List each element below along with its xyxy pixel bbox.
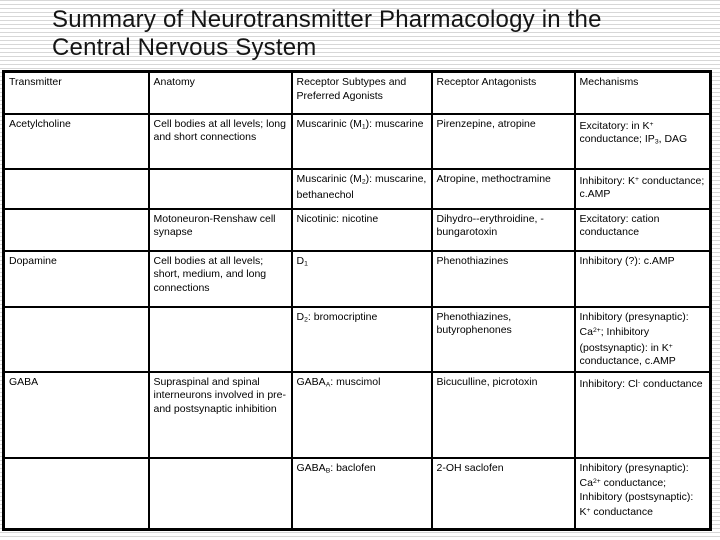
table-cell: GABA	[4, 372, 149, 458]
table-cell: Supraspinal and spinal interneurons involved in pre- and postsynaptic inhibition	[149, 372, 292, 458]
table-cell	[149, 307, 292, 372]
table-cell: Inhibitory (?): c.AMP	[575, 251, 711, 307]
table-cell: Cell bodies at all levels; short, medium, and long connections	[149, 251, 292, 307]
table-cell: Inhibitory: Cl- conductance	[575, 372, 711, 458]
table-cell: $D_1$	[292, 251, 432, 307]
table-cell	[149, 458, 292, 530]
table-cell	[149, 169, 292, 209]
table-cell	[4, 307, 149, 372]
table-row	[4, 251, 711, 307]
table-cell: Atropine, methoctramine	[432, 169, 575, 209]
table-cell: Muscarinic $(M_2)$: muscarine, bethanechol	[292, 169, 432, 209]
table-cell: Inhibitory: K+ conductance; c.AMP	[575, 169, 711, 209]
column-header-mechanisms: Mechanisms	[575, 72, 711, 114]
table-cell: Phenothiazines	[432, 251, 575, 307]
table-cell	[4, 169, 149, 209]
table-cell: $GABA_B$: baclofen	[292, 458, 432, 530]
table-row	[4, 114, 711, 169]
table-cell	[4, 209, 149, 251]
table-cell: Bicuculline, picrotoxin	[432, 372, 575, 458]
header-row	[4, 72, 711, 114]
table-row	[4, 307, 711, 372]
table-cell: Excitatory: in K+ conductance; $IP_3$, DAG	[575, 114, 711, 169]
table-cell: Pirenzepine, atropine	[432, 114, 575, 169]
slide-title: Summary of Neurotransmitter Pharmacology in the Central Nervous System	[52, 6, 602, 61]
table-cell: Acetylcholine	[4, 114, 149, 169]
column-header-receptor-subtypes: Receptor Subtypes and Preferred Agonists	[292, 72, 432, 114]
table-cell: Inhibitory (presynaptic): $Ca^{2+}$ conductance; Inhibitory (postsynaptic): K+ conductance	[575, 458, 711, 530]
table-row	[4, 169, 711, 209]
table-cell: Motoneuron-Renshaw cell synapse	[149, 209, 292, 251]
table-cell: Muscarinic $(M_1)$: muscarine	[292, 114, 432, 169]
table-cell: Cell bodies at all levels; long and short connections	[149, 114, 292, 169]
table-cell: Nicotinic: nicotine	[292, 209, 432, 251]
table-cell: Inhibitory (presynaptic): $Ca^{2+}$; Inhibitory (postsynaptic): in K+ conductance, c.AMP	[575, 307, 711, 372]
table-cell: Phenothiazines, butyrophenones	[432, 307, 575, 372]
table-row	[4, 209, 711, 251]
column-header-anatomy: Anatomy	[149, 72, 292, 114]
table-cell: 2-OH saclofen	[432, 458, 575, 530]
table-cell: Dihydro--erythroidine, -bungarotoxin	[432, 209, 575, 251]
table-cell: $GABA_A$: muscimol	[292, 372, 432, 458]
table-cell	[4, 458, 149, 530]
column-header-transmitter: Transmitter	[4, 72, 149, 114]
table-cell: Dopamine	[4, 251, 149, 307]
pharmacology-table	[2, 70, 712, 531]
table-cell: $D_2$: bromocriptine	[292, 307, 432, 372]
column-header-receptor-antagonists: Receptor Antagonists	[432, 72, 575, 114]
table-row	[4, 372, 711, 458]
table-cell: Excitatory: cation conductance	[575, 209, 711, 251]
table-row	[4, 458, 711, 530]
